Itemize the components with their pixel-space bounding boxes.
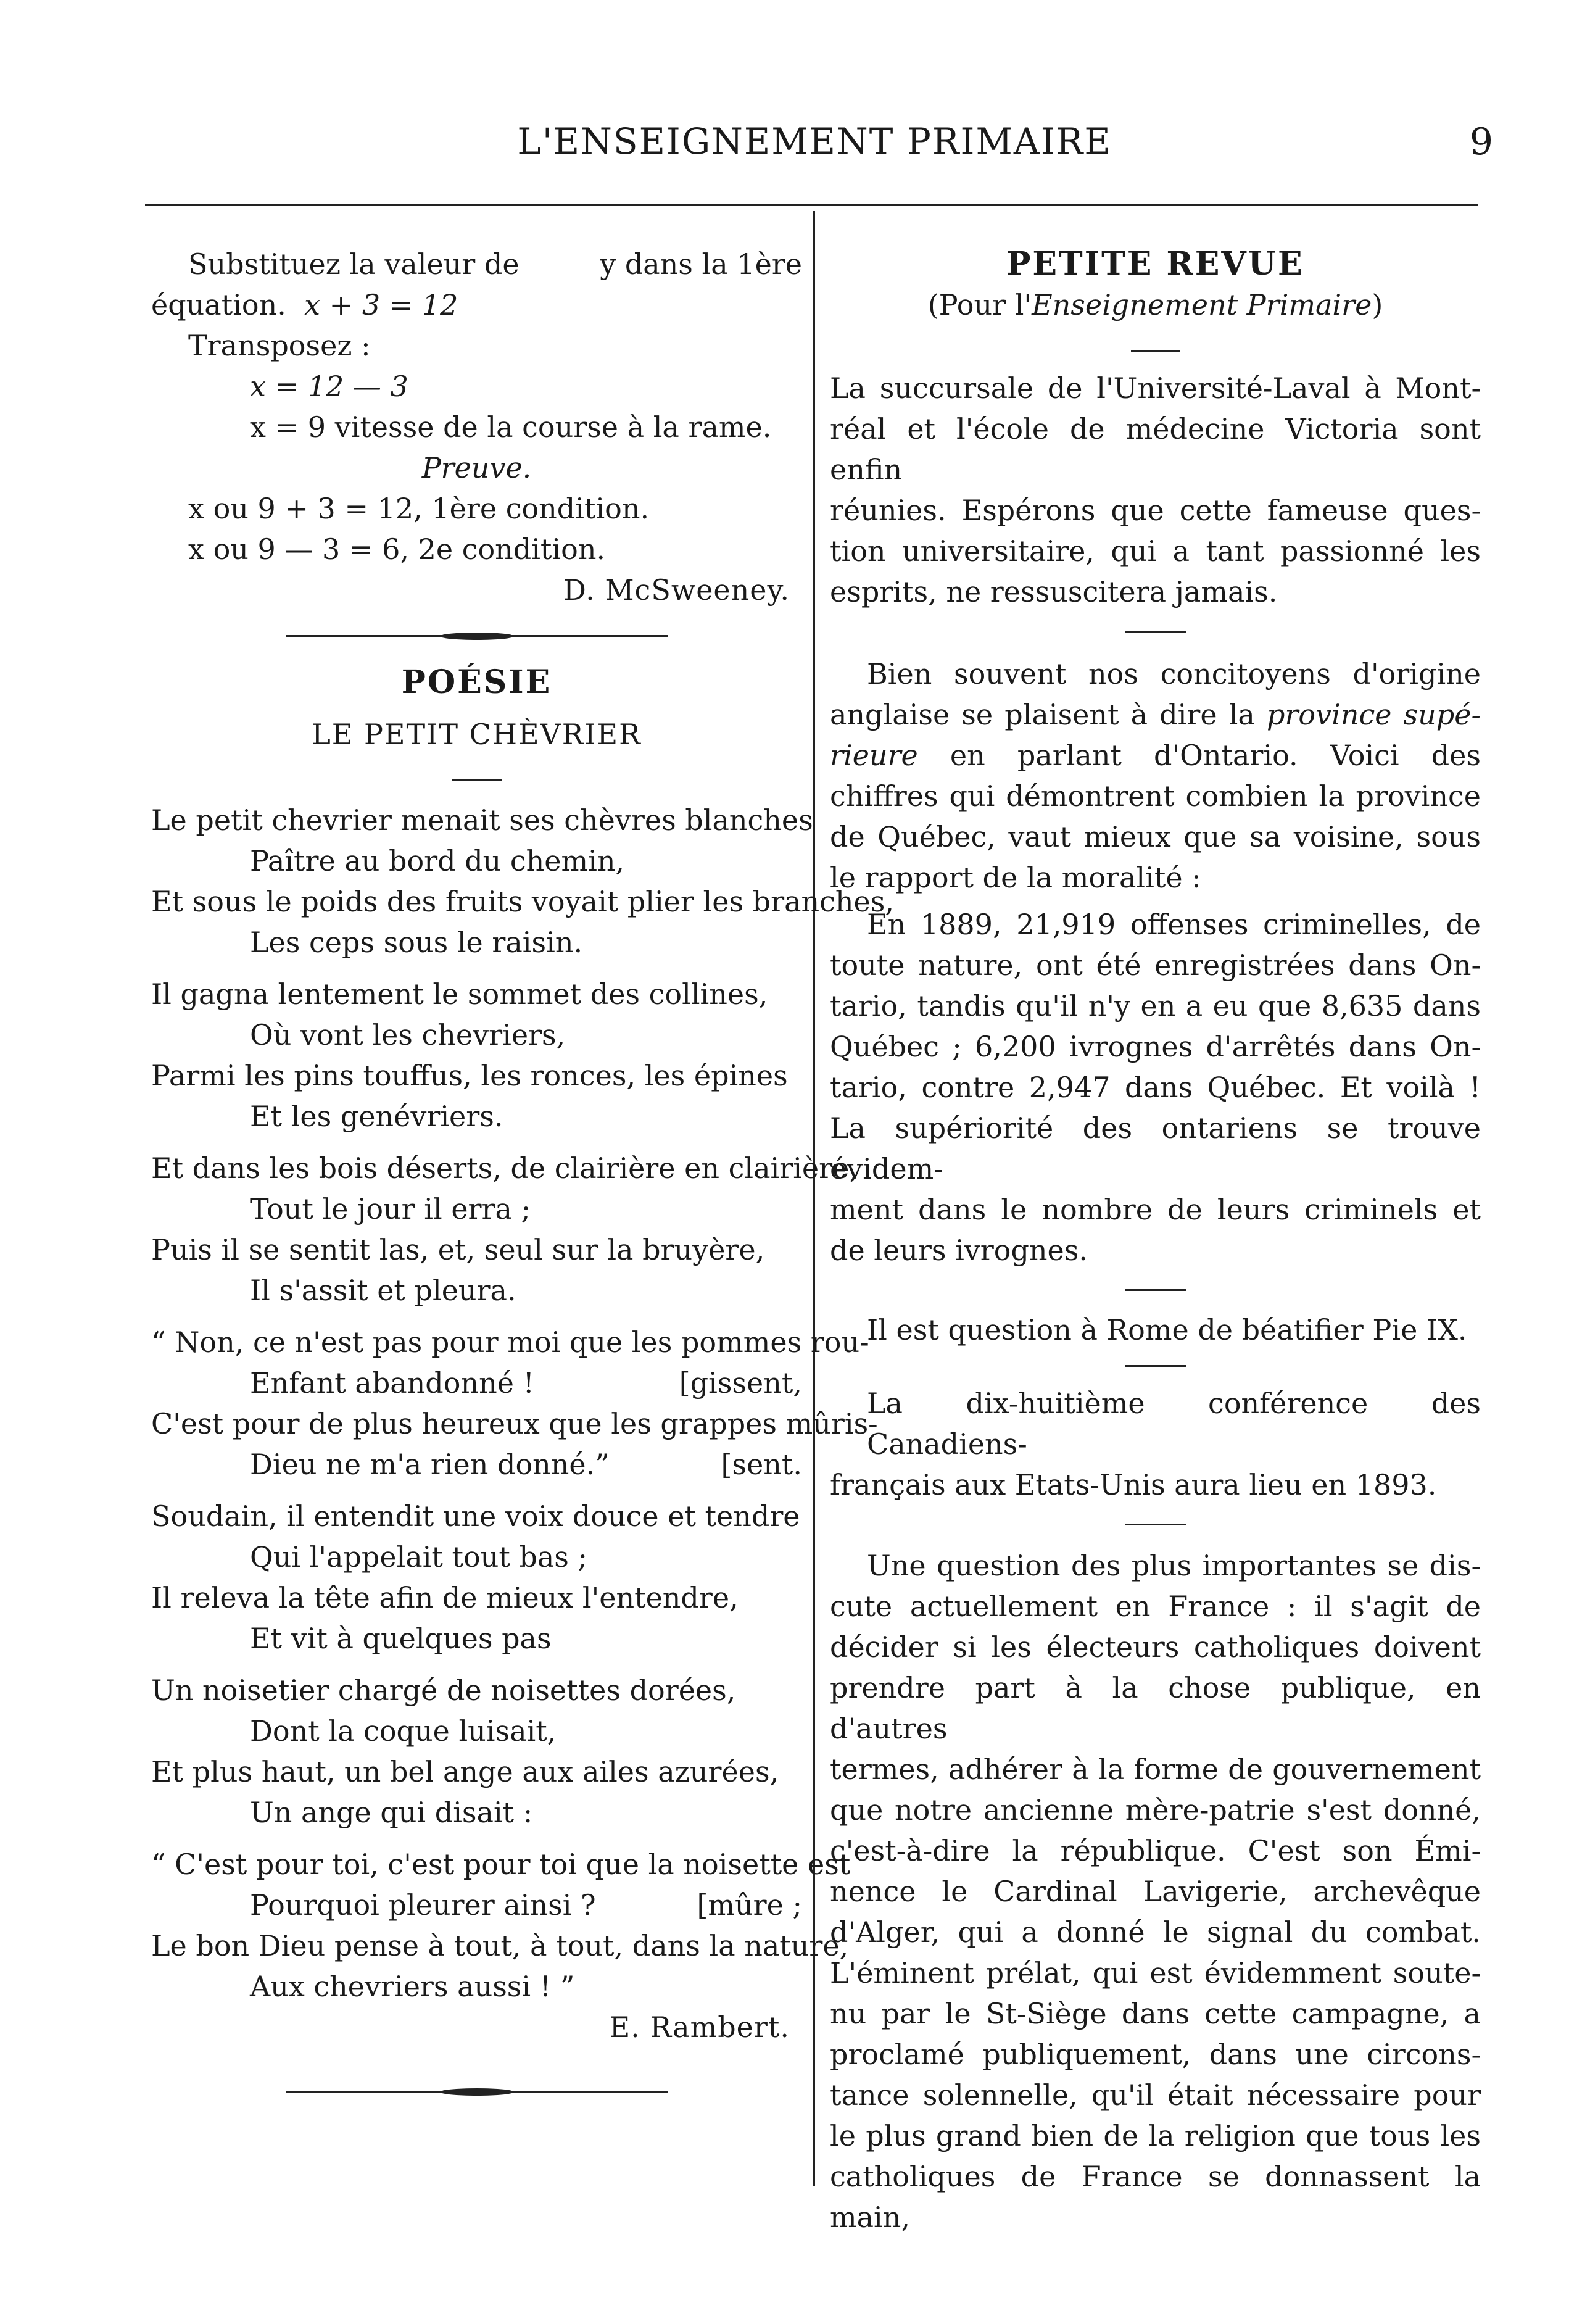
proof-line: x ou 9 — 3 = 6, 2e condition. <box>188 533 606 566</box>
author-signature: D. McSweeney. <box>563 573 790 607</box>
poem-author-signature: E. Rambert. <box>609 2011 790 2044</box>
page-number: 9 <box>1469 120 1493 164</box>
header-rule <box>145 204 1478 206</box>
poem-stanza: Il gagna lentement le sommet des collines, Où vont les chevriers, Parmi les pins touffus, les ronces, les épines Et les genévriers. <box>151 977 788 1133</box>
news-paragraph: En 1889, 21,919 offenses criminelles, de toute nature, ont été enregistrées dans On- tario, tandis qu'il n'y en a eu que 8,635 dans Québec ; 6,200 ivrognes d'arrêtés dans On- tario, contre 2,947 dans Québec. Et voilà ! La supériorité des ontariens se trouve évidem- ment dans le nombre de leurs criminels et de leurs ivrognes. <box>830 908 1481 1267</box>
news-paragraph: Bien souvent nos concitoyens d'origine anglaise se plaisent à dire la province supé- rieure en parlant d'Ontario. Voici des chiffres qui démontrent combien la province de Québec, vaut mieux que sa voisine, sous le rapport de la moralité : <box>830 657 1481 894</box>
running-title: L'ENSEIGNEMENT PRIMAIRE <box>517 120 1112 162</box>
poem-title: LE PETIT CHÈVRIER <box>312 718 642 751</box>
poem-stanza: “ Non, ce n'est pas pour moi que les pommes rou- Enfant abandonné ! [gissent, C'est pour de plus heureux que les grappes mûris- Dieu ne m'a rien donné.” [sent. <box>151 1326 878 1481</box>
poem-stanza: “ C'est pour toi, c'est pour toi que la noisette est Pourquoi pleurer ainsi ? [mûre ; Le bon Dieu pense à tout, à tout, dans la nature, Aux chevriers aussi ! ” <box>151 1848 851 2003</box>
proof-line: x ou 9 + 3 = 12, 1ère condition. <box>188 492 650 525</box>
proof-label: Preuve. <box>421 451 532 484</box>
algebra-line: Substituez la valeur de y dans la 1ère <box>188 247 802 281</box>
left-column <box>151 244 894 2093</box>
poem-stanza: Le petit chevrier menait ses chèvres blanches Paître au bord du chemin, Et sous le poids des fruits voyait plier les branches, Les ceps sous le raisin. <box>151 803 894 959</box>
section-heading-petite-revue: PETITE REVUE <box>1006 245 1304 283</box>
ornament-divider <box>286 2091 668 2093</box>
algebra-equation: x = 12 — 3 <box>250 370 408 403</box>
right-column <box>830 244 1481 2238</box>
ornament-divider <box>286 635 668 637</box>
news-paragraph: La dix-huitième conférence des Canadiens- français aux Etats-Unis aura lieu en 1893. <box>830 1387 1481 1501</box>
section-heading-poesie: POÉSIE <box>401 663 552 701</box>
news-paragraph: Il est question à Rome de béatifier Pie IX. <box>867 1313 1467 1347</box>
algebra-line: équation. x + 3 = 12 <box>151 288 458 322</box>
column-divider-rule <box>813 211 815 2186</box>
algebra-transpose: Transposez : <box>188 329 371 362</box>
algebra-equation: x = 9 vitesse de la course à la rame. <box>250 410 772 444</box>
news-paragraph: Une question des plus importantes se dis- cute actuellement en France : il s'agit de décider si les électeurs catholiques doivent prendre part à la chose publique, en d'autres termes, adhérer à la forme de gouvernement que notre ancienne mère-patrie s'est donné, c'est-à-dire la république. C'est son Émi- nence le Cardinal Lavigerie, archevêque d'Alger, qui a donné le signal du combat. L'éminent prélat, qui est évidemment soute- nu par le St-Siège dans cette campagne, a proclamé publiquement, dans une circons- tance solennelle, qu'il était nécessaire pour le plus grand bien de la religion que tous les catholiques de France se donnassent la main, <box>830 1549 1481 2234</box>
poem-stanza: Et dans les bois déserts, de clairière en clairière, Tout le jour il erra ; Puis il se sentit las, et, seul sur la bruyère, Il s'assit et pleura. <box>151 1152 858 1307</box>
news-paragraph: La succursale de l'Université-Laval à Mont- réal et l'école de médecine Victoria sont enfin réunies. Espérons que cette fameuse ques- tion universitaire, qui a tant passionné les esprits, ne ressuscitera jamais. <box>830 371 1481 608</box>
poem-stanza: Un noisetier chargé de noisettes dorées, Dont la coque luisait, Et plus haut, un bel ange aux ailes azurées, Un ange qui disait : <box>151 1674 779 1829</box>
section-subtitle: (Pour l'Enseignement Primaire) <box>927 288 1383 322</box>
poem-stanza: Soudain, il entendit une voix douce et tendre Qui l'appelait tout bas ; Il releva la tête afin de mieux l'entendre, Et vit à quelques pas <box>151 1500 800 1655</box>
